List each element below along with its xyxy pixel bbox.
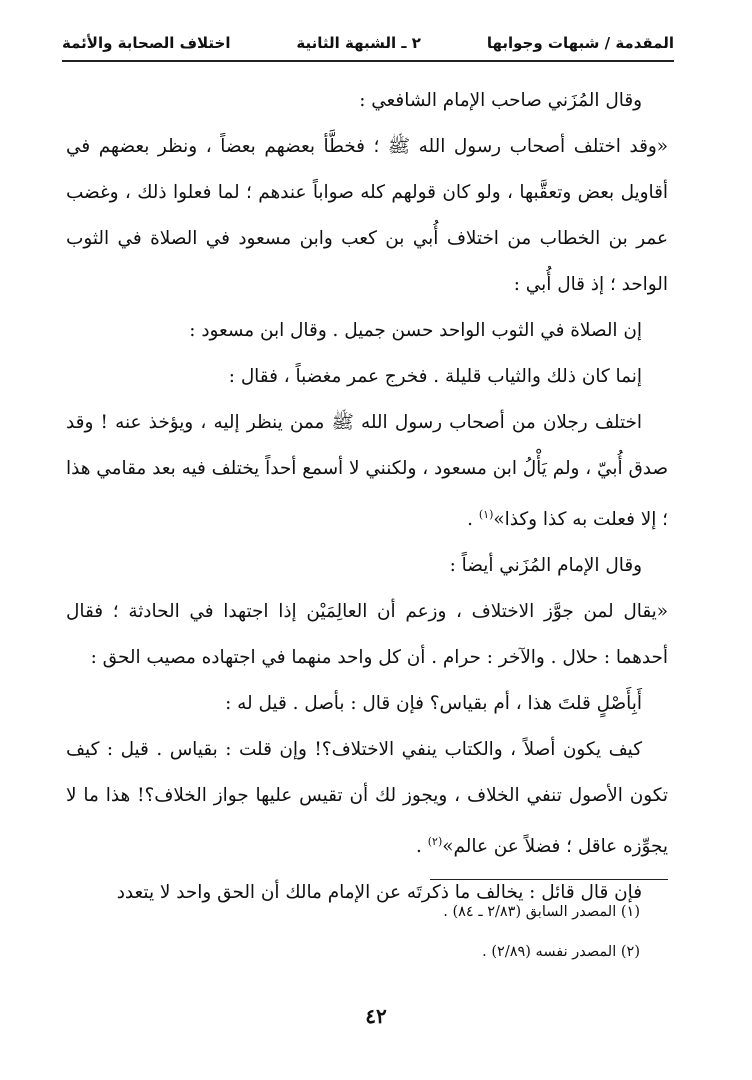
paragraph: وقال المُزَني صاحب الإمام الشافعي : [359,90,642,111]
paragraph: إنما كان ذلك والثياب قليلة . فخرج عمر مغضباً ، فقال : [228,366,642,387]
header-topic-title: اختلاف الصحابة والأئمة [62,34,231,52]
paragraph: فإن قال قائل : يخالف ما ذكرتَه عن الإمام مالك أن الحق واحد لا يتعدد [116,882,642,904]
footnote-ref-2[interactable]: (٢) [427,835,443,849]
footnote-divider [430,879,668,880]
paragraph-end: . [416,836,428,858]
header-section-title: ٢ ـ الشبهة الثانية [296,34,421,52]
paragraph-end: . [467,509,479,531]
main-text [66,78,668,916]
paragraph: وقال الإمام المُزَني أيضاً : [449,555,642,577]
paragraph: أَبِأَصْلٍ قلتَ هذا ، أم بقياس؟ فإن قال : بأصل . قيل له : [225,693,642,715]
paragraph-text: كيف يكون أصلاً ، والكتاب ينفي الاختلاف؟! وإن قلت : بقياس . قيل : كيف تكون الأصول تنفي الخلاف ، ويجوز لك أن تقيس عليها جواز الخلاف؟! هذا ما لا يجوِّزه عاقل ؛ فضلاً عن عالم» [66,739,668,858]
quote-paragraph: «يقال لمن جوَّز الاختلاف ، وزعم أن العالِمَيْن إذا اجتهدا في الحادثة ؛ فقال أحدهما : حلال . والآخر : حرام . أن كل واحد منهما في اجتهاده مصيب الحق : [66,601,668,669]
paragraph [66,727,668,870]
header-chapter-title: المقدمة / شبهات وجوابها [486,34,674,52]
footnote-1: (١) المصدر السابق (٢/٨٣ ـ ٨٤) . [443,904,640,920]
running-header [62,30,674,56]
footnote-2: (٢) المصدر نفسه (٢/٨٩) . [482,944,640,960]
paragraph [66,400,668,543]
footnotes [66,892,640,972]
paragraph-text: اختلف رجلان من أصحاب رسول الله ﷺ ممن ينظر إليه ، ويؤخذ عنه ! وقد صدق أُبيّ ، ولم يَأْلُ ابن مسعود ، ولكنني لا أسمع أحداً يختلف فيه بعد مقامي هذا ؛ إلا فعلت به كذا وكذا» [66,412,668,531]
footnote-ref-1[interactable]: (١) [478,508,494,521]
quote-paragraph: «وقد اختلف أصحاب رسول الله ﷺ ؛ فخطَّأ بعضهم بعضاً ، ونظر بعضهم في أقاويل بعض وتعقَّبها ، ولو كان قولهم كله صواباً عندهم ؛ لما فعلوا ذلك ، وغضب عمر بن الخطاب من اختلاف أُبي بن كعب وابن مسعود في الصلاة في الثوب الواحد ؛ إذ قال أُبي : [66,136,668,295]
header-divider [62,60,674,62]
page-number: ٤٢ [365,1004,387,1028]
paragraph: إن الصلاة في الثوب الواحد حسن جميل . وقال ابن مسعود : [189,320,642,341]
